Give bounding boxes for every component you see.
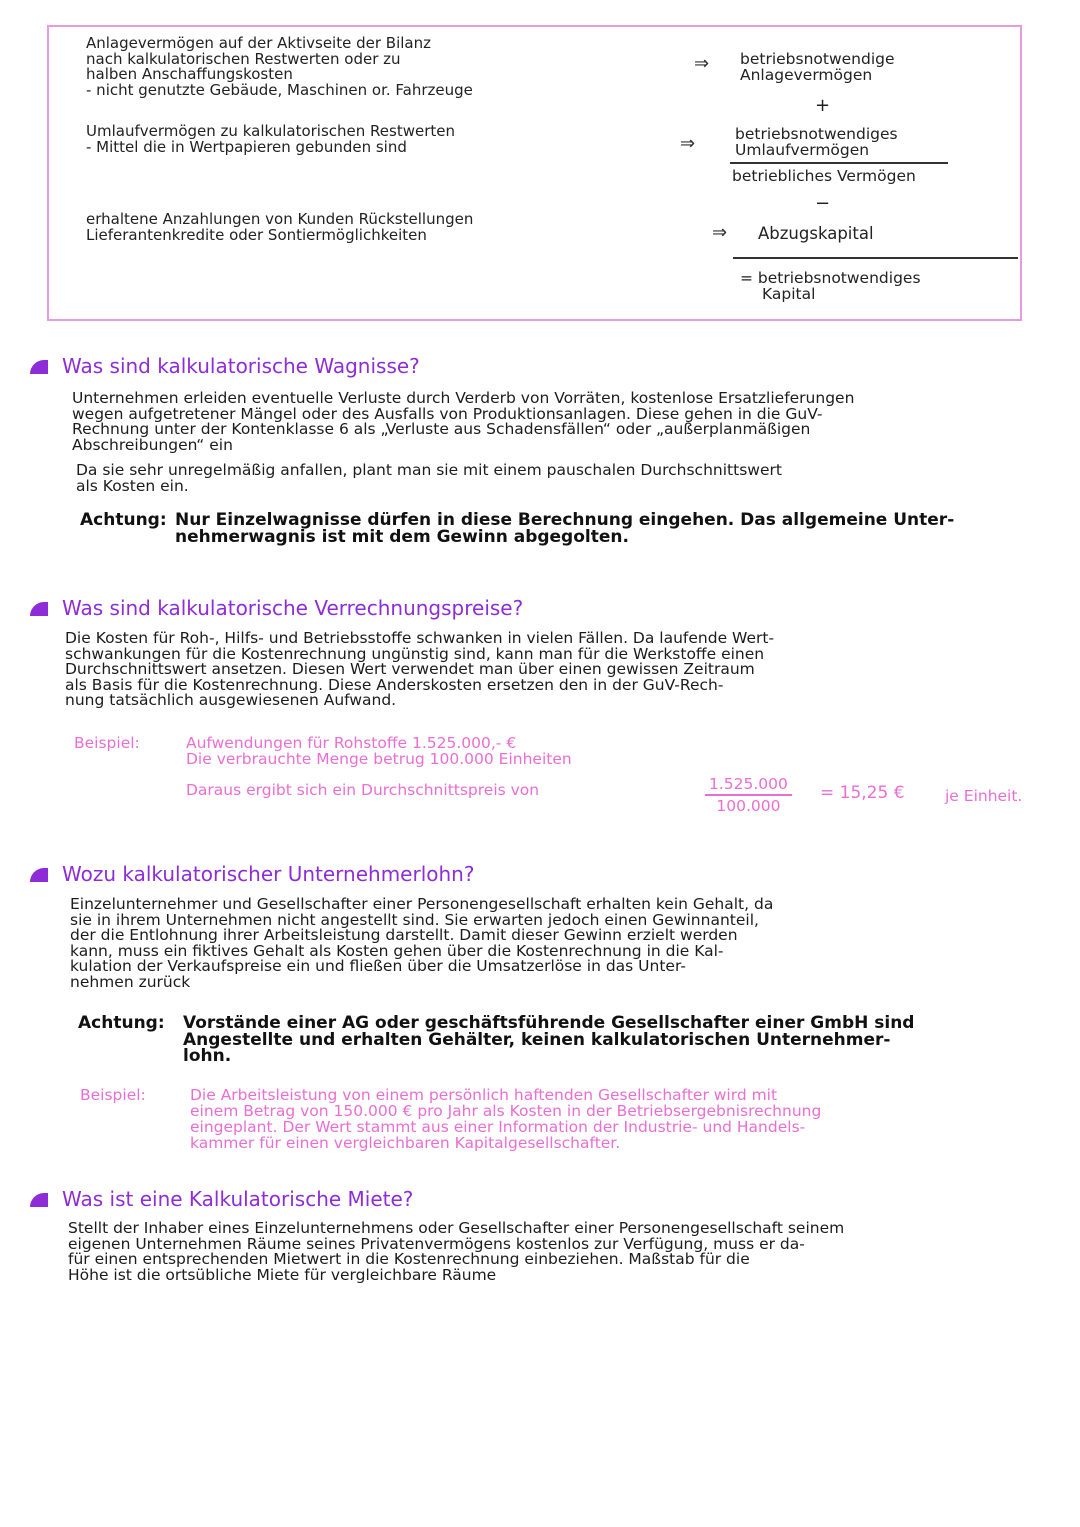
result-rule bbox=[733, 257, 1018, 259]
heading-unternehmerlohn: Wozu kalkulatorischer Unternehmerlohn? bbox=[30, 862, 474, 886]
sum-rule bbox=[730, 162, 948, 164]
verrechnungspreise-paragraph: Die Kosten für Roh-, Hilfs- und Betriebsstoffe schwanken in vielen Fällen. Da laufende Wert- schwankungen für die Kostenrechnung ungünstig sind, kann man für die Werkstoffe einen Durchschnittswert ansetzen. Diesen Wert verwendet man über einen gewissen Zeitraum als Basis für die Kostenrechnung. Diese Anderskosten ersetzen den in der GuV-Rech- nung tatsächlich ausgewiesenen Aufwand. bbox=[65, 629, 775, 709]
bullet-icon bbox=[30, 360, 48, 374]
example-calculation-text: Daraus ergibt sich ein Durchschnittspreis von bbox=[186, 781, 540, 799]
unternehmerlohn-warning: Achtung: Vorstände einer AG oder geschäftsführende Gesellschafter einer GmbH sind Angestellte und erhalten Gehälter, keinen kalkulatorischen Unternehmer- lohn. bbox=[78, 1013, 915, 1066]
arrow-icon: ⇒ bbox=[712, 222, 728, 243]
abzugskapital-text: erhaltene Anzahlungen von Kunden Rückstellungen Lieferantenkredite oder Sontiermöglichkeiten bbox=[86, 210, 474, 244]
arrow-icon: ⇒ bbox=[694, 53, 710, 74]
example-result: = 15,25 € bbox=[820, 783, 905, 803]
anlagevermoegen-text: Anlagevermögen auf der Aktivseite der Bilanz nach kalkulatorischen Restwerten oder zu halben Anschaffungskosten - nicht genutzte Gebäude, Maschinen or. Fahrzeuge bbox=[86, 34, 473, 99]
plus-sign: + bbox=[815, 95, 831, 116]
heading-miete: Was ist eine Kalkulatorische Miete? bbox=[30, 1187, 413, 1211]
betriebsnotwendiges-anlagevermoegen: betriebsnotwendige Anlagevermögen bbox=[740, 50, 895, 84]
wagnisse-paragraph-2: Da sie sehr unregelmäßig anfallen, plant man sie mit einem pauschalen Durchschnittswert als Kosten ein. bbox=[76, 461, 782, 495]
wagnisse-paragraph: Unternehmen erleiden eventuelle Verluste durch Verderb von Vorräten, kostenlose Ersatzlieferungen wegen aufgetretener Mängel oder des Ausfalls von Produktionsanlagen. Diese gehen in die GuV- Rechnung unter der Kontenklasse 6 als „Verluste aus Schadensfällen“ oder „außerplanmäßigen Abschreibungen“ ein bbox=[72, 389, 855, 454]
unternehmerlohn-paragraph: Einzelunternehmer und Gesellschafter einer Personengesellschaft erhalten kein Gehalt, da sie in ihrem Unternehmen nicht angestellt sind. Sie erwarten jedoch einen Gewinnanteil, der die Entlohnung ihrer Arbeitsleistung darstellt. Damit dieser Gewinn erzielt werden kann, muss ein fiktives Gehalt als Kosten gehen über die Kostenrechnung in die Kal- kulation der Verkaufspreise ein und fließen über die Umsatzerlöse in das Unter- nehmen zurück bbox=[70, 895, 774, 991]
unternehmerlohn-example: Beispiel: Die Arbeitsleistung von einem persönlich haftenden Gesellschafter wird mit einem Betrag von 150.000 € pro Jahr als Kosten in der Betriebsergebnisrechnung eingeplant. Der Wert stammt aus einer Information der Industrie- und Handels- kammer für einen vergleichbaren Kapitalgesellschafter. bbox=[80, 1086, 822, 1152]
arrow-icon: ⇒ bbox=[680, 133, 696, 154]
bullet-icon bbox=[30, 1193, 48, 1207]
abzugskapital-label: Abzugskapital bbox=[758, 224, 874, 243]
verrechnungspreise-example: Beispiel: Aufwendungen für Rohstoffe 1.525.000,- € Die verbrauchte Menge betrug 100.000 Einheiten bbox=[74, 734, 572, 768]
wagnisse-warning: Achtung: Nur Einzelwagnisse dürfen in diese Berechnung eingehen. Das allgemeine Unter- nehmerwagnis ist mit dem Gewinn abgegolten. bbox=[80, 510, 955, 547]
example-fraction: $\frac{1.525.000}{100.000}$ bbox=[705, 775, 792, 815]
betriebsnotwendiges-umlaufvermoegen: betriebsnotwendiges Umlaufvermögen bbox=[735, 125, 898, 159]
example-result-unit: je Einheit. bbox=[945, 787, 1023, 805]
heading-wagnisse: Was sind kalkulatorische Wagnisse? bbox=[30, 354, 420, 378]
umlaufvermoegen-text: Umlaufvermögen zu kalkulatorischen Restwerten - Mittel die in Wertpapieren gebunden sind bbox=[86, 122, 456, 156]
betriebsnotwendiges-kapital: = betriebsnotwendiges Kapital bbox=[740, 269, 921, 303]
miete-paragraph: Stellt der Inhaber eines Einzelunternehmens oder Gesellschafter einer Personengesellschaft seinem eigenen Unternehmen Räume seines Privatenvermögens kostenlos zur Verfügung, muss er da- für einen entsprechenden Mietwert in die Kostenrechnung einbeziehen. Maßstab für die Höhe ist die ortsübliche Miete für vergleichbare Räume bbox=[68, 1219, 845, 1284]
betriebliches-vermoegen: betriebliches Vermögen bbox=[732, 167, 916, 185]
bullet-icon bbox=[30, 602, 48, 616]
minus-sign: − bbox=[815, 193, 831, 214]
bullet-icon bbox=[30, 868, 48, 882]
heading-verrechnungspreise: Was sind kalkulatorische Verrechnungspreise? bbox=[30, 596, 523, 620]
